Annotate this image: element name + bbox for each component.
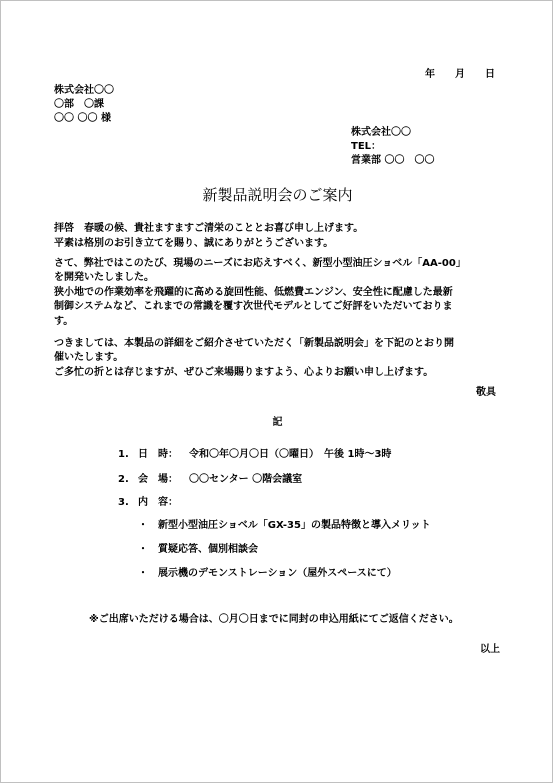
ki-heading: 記	[272, 417, 283, 428]
body-line: ご多忙の折とは存じますが、ぜひご来場賜りますよう、心よりお願い申し上げます。	[54, 367, 434, 378]
item-value: 〇〇センター 〇階会議室	[189, 474, 303, 485]
body-line: す。	[54, 316, 74, 327]
recipient-name: 〇〇 〇〇 様	[54, 113, 111, 124]
body-line: を開発いたしました。	[54, 272, 154, 283]
closing-keigu: 敬具	[476, 387, 496, 398]
body-line: さて、弊社ではこのたび、現場のニーズにお応えすべく、新型小型油圧ショベル「AA-00」	[54, 258, 466, 269]
sender-company: 株式会社〇〇	[351, 127, 411, 138]
bullet-mark: ・	[138, 520, 148, 531]
item-value: 令和〇年〇月〇日（〇曜日） 午後 1時～3時	[189, 449, 392, 460]
item-number: 3.	[118, 497, 129, 508]
item-number: 2.	[118, 474, 129, 485]
item-label: 日 時：	[138, 449, 178, 460]
recipient-company: 株式会社〇〇	[54, 85, 114, 96]
body-line: 拝啓 春暖の候、貴社ますますご清栄のこととお喜び申し上げます。	[54, 223, 364, 234]
sender-person: 営業部 〇〇 〇〇	[351, 155, 435, 166]
document-title: 新製品説明会のご案内	[202, 186, 353, 204]
bullet-item: 質疑応答、個別相談会	[158, 544, 258, 555]
date: 年 月 日	[425, 69, 495, 80]
bullet-item: 新型小型油圧ショベル「GX-35」の製品特徴と導入メリット	[158, 520, 431, 531]
body-line: 平素は格別のお引き立てを賜り、誠にありがとうございます。	[54, 238, 334, 249]
item-number: 1.	[118, 449, 129, 460]
bullet-item: 展示機のデモンストレーション（屋外スペースにて）	[158, 568, 397, 579]
body-line: 催いたします。	[54, 352, 124, 363]
item-label: 会 場：	[138, 474, 178, 485]
bullet-mark: ・	[138, 544, 148, 555]
bullet-mark: ・	[138, 568, 148, 579]
recipient-dept: 〇部 〇課	[54, 99, 104, 110]
body-line: 制御システムなど、これまでの常識を覆す次世代モデルとしてご好評をいただいておりま	[54, 301, 453, 312]
item-label: 内 容：	[138, 497, 178, 508]
note-line: ※ご出席いただける場合は、〇月〇日までに同封の申込用紙にてご返信ください。	[89, 614, 459, 625]
body-line: つきましては、本製品の詳細をご紹介させていただく「新製品説明会」を下記のとおり開	[54, 338, 454, 349]
body-line: 狭小地での作業効率を飛躍的に高める旋回性能、低燃費エンジン、安全性に配慮した最新	[54, 287, 453, 298]
end-ijo: 以上	[480, 644, 500, 655]
sender-tel: TEL：	[351, 141, 382, 152]
